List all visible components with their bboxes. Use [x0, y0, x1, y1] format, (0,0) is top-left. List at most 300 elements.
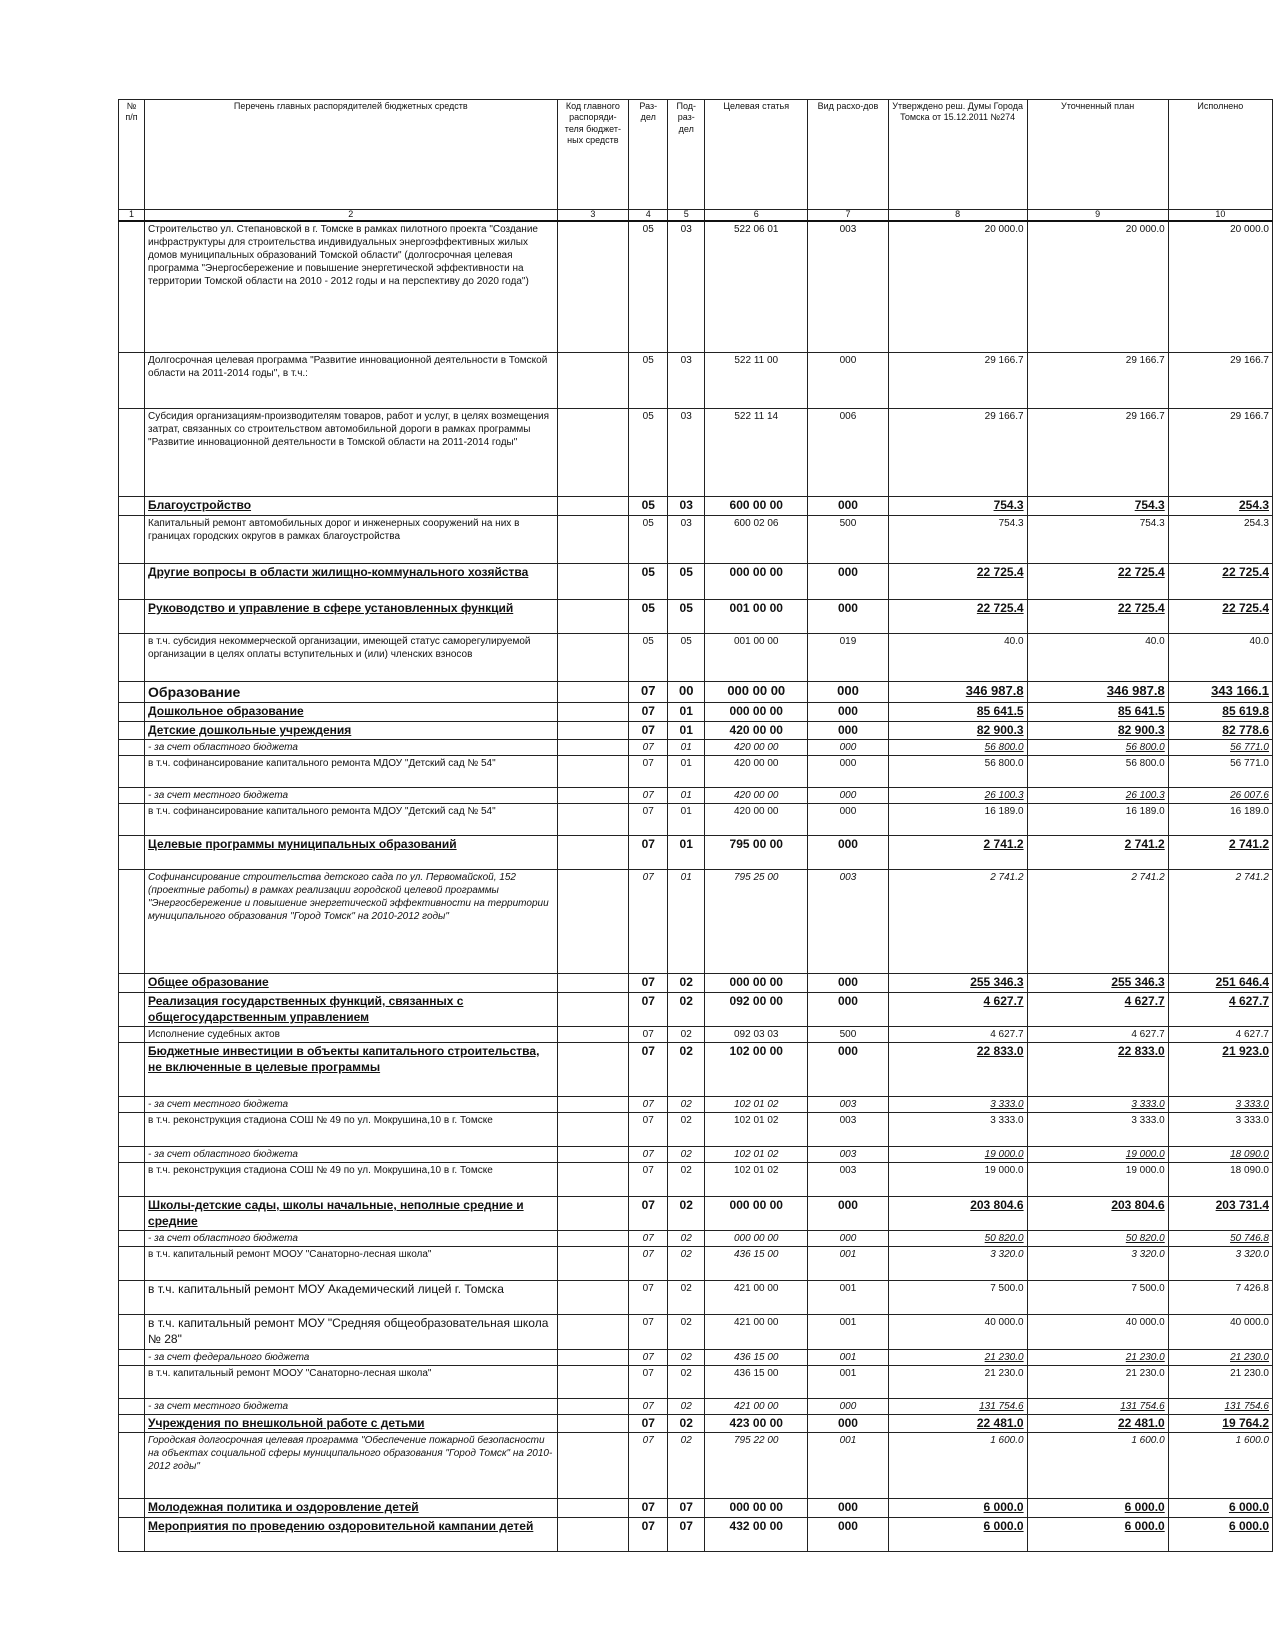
cell-razdel: 07	[629, 788, 668, 804]
cell-num	[119, 740, 145, 756]
cell-podrazdel: 02	[668, 1043, 705, 1097]
cell-code	[557, 221, 629, 353]
cell-razdel: 07	[629, 836, 668, 870]
cell-podrazdel: 02	[668, 1097, 705, 1113]
cell-cst: 420 00 00	[705, 804, 808, 836]
cell-num	[119, 804, 145, 836]
cell-plan: 19 000.0	[1027, 1147, 1168, 1163]
cell-done: 18 090.0	[1168, 1163, 1272, 1197]
cell-vid: 000	[808, 992, 888, 1026]
cell-code	[557, 1097, 629, 1113]
header-code: Код главного распоряди-теля бюджет-ных средств	[557, 100, 629, 210]
cell-done: 22 725.4	[1168, 563, 1272, 599]
cell-vid: 000	[808, 1499, 888, 1518]
cell-done: 56 771.0	[1168, 740, 1272, 756]
cell-cst: 432 00 00	[705, 1517, 808, 1551]
cell-name: - за счет федерального бюджета	[145, 1349, 558, 1365]
cell-vid: 000	[808, 353, 888, 409]
cell-done: 20 000.0	[1168, 221, 1272, 353]
cell-num	[119, 1097, 145, 1113]
cell-plan: 40.0	[1027, 633, 1168, 681]
cell-name: в т.ч. капитальный ремонт МОУ "Средняя общеобразовательная школа № 28"	[145, 1315, 558, 1349]
cell-name: - за счет областного бюджета	[145, 740, 558, 756]
cell-cst: 001 00 00	[705, 599, 808, 633]
cell-num	[119, 563, 145, 599]
cell-approved: 346 987.8	[888, 681, 1027, 702]
cell-podrazdel: 02	[668, 974, 705, 993]
cell-name: Субсидия организациям-производителям товаров, работ и услуг, в целях возмещения затрат, связанных со строительством автомобильной дороги в рамках программы "Развитие инновационной деятельности в Томской области на 2011-2014 годы"	[145, 409, 558, 497]
cell-code	[557, 756, 629, 788]
cell-approved: 4 627.7	[888, 1027, 1027, 1043]
cell-podrazdel: 03	[668, 497, 705, 516]
colnum: 6	[705, 210, 808, 221]
cell-cst: 102 00 00	[705, 1043, 808, 1097]
table-row	[119, 497, 1273, 516]
cell-name: Мероприятия по проведению оздоровительной кампании детей	[145, 1517, 558, 1551]
cell-name: в т.ч. софинансирование капитального ремонта МДОУ "Детский сад № 54"	[145, 756, 558, 788]
cell-approved: 22 725.4	[888, 599, 1027, 633]
cell-code	[557, 1197, 629, 1231]
cell-cst: 000 00 00	[705, 1499, 808, 1518]
cell-code	[557, 1247, 629, 1281]
cell-podrazdel: 02	[668, 1147, 705, 1163]
cell-approved: 40 000.0	[888, 1315, 1027, 1349]
cell-num	[119, 1349, 145, 1365]
cell-plan: 16 189.0	[1027, 804, 1168, 836]
cell-approved: 6 000.0	[888, 1517, 1027, 1551]
cell-name: Образование	[145, 681, 558, 702]
cell-plan: 22 481.0	[1027, 1414, 1168, 1433]
cell-cst: 000 00 00	[705, 563, 808, 599]
cell-done: 6 000.0	[1168, 1517, 1272, 1551]
cell-vid: 000	[808, 681, 888, 702]
cell-code	[557, 1365, 629, 1398]
cell-approved: 20 000.0	[888, 221, 1027, 353]
cell-podrazdel: 02	[668, 1365, 705, 1398]
table-row	[119, 1147, 1273, 1163]
cell-plan: 2 741.2	[1027, 870, 1168, 974]
cell-done: 18 090.0	[1168, 1147, 1272, 1163]
cell-done: 82 778.6	[1168, 721, 1272, 740]
table-row	[119, 1349, 1273, 1365]
cell-vid: 001	[808, 1365, 888, 1398]
cell-approved: 3 320.0	[888, 1247, 1027, 1281]
cell-num	[119, 756, 145, 788]
cell-razdel: 07	[629, 1398, 668, 1414]
cell-code	[557, 409, 629, 497]
cell-razdel: 05	[629, 633, 668, 681]
cell-approved: 29 166.7	[888, 353, 1027, 409]
cell-num	[119, 1414, 145, 1433]
cell-cst: 522 11 00	[705, 353, 808, 409]
cell-podrazdel: 02	[668, 1414, 705, 1433]
header-razdel: Раз-дел	[629, 100, 668, 210]
header-approved: Утверждено реш. Думы Города Томска от 15.12.2011 №274	[888, 100, 1027, 210]
cell-approved: 21 230.0	[888, 1365, 1027, 1398]
cell-name: - за счет местного бюджета	[145, 788, 558, 804]
cell-cst: 092 03 03	[705, 1027, 808, 1043]
cell-num	[119, 788, 145, 804]
table-row	[119, 353, 1273, 409]
cell-code	[557, 1147, 629, 1163]
cell-razdel: 05	[629, 221, 668, 353]
cell-approved: 56 800.0	[888, 756, 1027, 788]
table-row	[119, 703, 1273, 722]
cell-cst: 421 00 00	[705, 1315, 808, 1349]
cell-cst: 000 00 00	[705, 1197, 808, 1231]
cell-approved: 85 641.5	[888, 703, 1027, 722]
colnum: 7	[808, 210, 888, 221]
cell-cst: 795 22 00	[705, 1433, 808, 1499]
table-row	[119, 740, 1273, 756]
cell-razdel: 05	[629, 353, 668, 409]
cell-done: 251 646.4	[1168, 974, 1272, 993]
cell-code	[557, 563, 629, 599]
cell-code	[557, 681, 629, 702]
cell-podrazdel: 05	[668, 599, 705, 633]
cell-done: 85 619.8	[1168, 703, 1272, 722]
cell-code	[557, 1349, 629, 1365]
cell-plan: 1 600.0	[1027, 1433, 1168, 1499]
cell-razdel: 07	[629, 1365, 668, 1398]
cell-done: 22 725.4	[1168, 599, 1272, 633]
cell-code	[557, 1414, 629, 1433]
cell-vid: 003	[808, 1147, 888, 1163]
cell-cst: 000 00 00	[705, 681, 808, 702]
cell-cst: 102 01 02	[705, 1147, 808, 1163]
cell-podrazdel: 03	[668, 353, 705, 409]
cell-cst: 102 01 02	[705, 1113, 808, 1147]
cell-plan: 4 627.7	[1027, 992, 1168, 1026]
cell-vid: 003	[808, 1163, 888, 1197]
cell-name: в т.ч. реконструкция стадиона СОШ № 49 по ул. Мокрушина,10 в г. Томске	[145, 1163, 558, 1197]
cell-code	[557, 1231, 629, 1247]
cell-code	[557, 804, 629, 836]
cell-name: в т.ч. капитальный ремонт МОУ Академический лицей г. Томска	[145, 1281, 558, 1315]
cell-name: Строительство ул. Степановской в г. Томске в рамках пилотного проекта "Создание инфраструктуры для строительства индивидуальных энергоэффективных жилых домов муниципальных образований Томской области" (долгосрочная целевая программа "Энергосбережение и повышение энергетической эффективности на территории Томской области на 2010 - 2012 годы и на перспективу до 2020 года")	[145, 221, 558, 353]
cell-approved: 26 100.3	[888, 788, 1027, 804]
cell-name: Городская долгосрочная целевая программа "Обеспечение пожарной безопасности на объектах социальной сферы муниципального образования "Город Томск" на 2010-2012 годы"	[145, 1433, 558, 1499]
cell-num	[119, 1499, 145, 1518]
table-row	[119, 1281, 1273, 1315]
cell-plan: 3 333.0	[1027, 1097, 1168, 1113]
cell-num	[119, 515, 145, 563]
cell-plan: 21 230.0	[1027, 1349, 1168, 1365]
cell-razdel: 07	[629, 870, 668, 974]
cell-razdel: 07	[629, 721, 668, 740]
table-row	[119, 1499, 1273, 1518]
table-row	[119, 681, 1273, 702]
cell-vid: 001	[808, 1247, 888, 1281]
cell-plan: 56 800.0	[1027, 740, 1168, 756]
cell-podrazdel: 01	[668, 788, 705, 804]
cell-name: Капитальный ремонт автомобильных дорог и инженерных сооружений на них в границах городских округов в рамках благоустройства	[145, 515, 558, 563]
cell-vid: 001	[808, 1281, 888, 1315]
cell-cst: 522 06 01	[705, 221, 808, 353]
cell-plan: 21 230.0	[1027, 1365, 1168, 1398]
cell-name: Молодежная политика и оздоровление детей	[145, 1499, 558, 1518]
cell-num	[119, 1163, 145, 1197]
cell-podrazdel: 01	[668, 870, 705, 974]
cell-podrazdel: 07	[668, 1499, 705, 1518]
cell-vid: 000	[808, 804, 888, 836]
cell-num	[119, 497, 145, 516]
cell-razdel: 07	[629, 1147, 668, 1163]
cell-code	[557, 1315, 629, 1349]
cell-num	[119, 221, 145, 353]
cell-vid: 000	[808, 974, 888, 993]
cell-podrazdel: 02	[668, 1027, 705, 1043]
cell-num	[119, 1433, 145, 1499]
cell-vid: 000	[808, 563, 888, 599]
cell-razdel: 07	[629, 1247, 668, 1281]
cell-approved: 1 600.0	[888, 1433, 1027, 1499]
colnum: 4	[629, 210, 668, 221]
cell-razdel: 07	[629, 1231, 668, 1247]
cell-approved: 16 189.0	[888, 804, 1027, 836]
cell-done: 254.3	[1168, 515, 1272, 563]
cell-razdel: 05	[629, 563, 668, 599]
cell-approved: 19 000.0	[888, 1163, 1027, 1197]
cell-code	[557, 599, 629, 633]
cell-done: 40 000.0	[1168, 1315, 1272, 1349]
cell-done: 3 320.0	[1168, 1247, 1272, 1281]
cell-plan: 82 900.3	[1027, 721, 1168, 740]
cell-vid: 003	[808, 221, 888, 353]
cell-razdel: 07	[629, 974, 668, 993]
cell-name: - за счет местного бюджета	[145, 1097, 558, 1113]
cell-name: Софинансирование строительства детского сада по ул. Первомайской, 152 (проектные работы) в рамках реализации городской целевой программы "Энергосбережение и повышение энергетической эффективности на территории муниципального образования "Город Томск" на 2010-2012 годы"	[145, 870, 558, 974]
cell-vid: 019	[808, 633, 888, 681]
cell-approved: 2 741.2	[888, 836, 1027, 870]
cell-podrazdel: 02	[668, 1197, 705, 1231]
cell-name: в т.ч. софинансирование капитального ремонта МДОУ "Детский сад № 54"	[145, 804, 558, 836]
cell-done: 131 754.6	[1168, 1398, 1272, 1414]
cell-plan: 85 641.5	[1027, 703, 1168, 722]
cell-podrazdel: 03	[668, 221, 705, 353]
cell-done: 29 166.7	[1168, 409, 1272, 497]
cell-num	[119, 992, 145, 1026]
cell-code	[557, 1027, 629, 1043]
cell-name: - за счет областного бюджета	[145, 1231, 558, 1247]
cell-razdel: 07	[629, 1517, 668, 1551]
cell-done: 343 166.1	[1168, 681, 1272, 702]
cell-name: Реализация государственных функций, связанных с общегосударственным управлением	[145, 992, 558, 1026]
cell-approved: 7 500.0	[888, 1281, 1027, 1315]
colnum: 10	[1168, 210, 1272, 221]
table-body	[119, 221, 1273, 1551]
cell-cst: 420 00 00	[705, 740, 808, 756]
table-row	[119, 836, 1273, 870]
cell-plan: 29 166.7	[1027, 353, 1168, 409]
cell-plan: 26 100.3	[1027, 788, 1168, 804]
table-row	[119, 1398, 1273, 1414]
cell-cst: 102 01 02	[705, 1163, 808, 1197]
cell-razdel: 07	[629, 703, 668, 722]
cell-vid: 001	[808, 1349, 888, 1365]
cell-approved: 754.3	[888, 515, 1027, 563]
cell-vid: 001	[808, 1315, 888, 1349]
cell-vid: 000	[808, 836, 888, 870]
table-row	[119, 756, 1273, 788]
cell-podrazdel: 03	[668, 515, 705, 563]
cell-plan: 255 346.3	[1027, 974, 1168, 993]
cell-name: - за счет областного бюджета	[145, 1147, 558, 1163]
cell-cst: 436 15 00	[705, 1247, 808, 1281]
cell-plan: 2 741.2	[1027, 836, 1168, 870]
header-vid: Вид расхо-дов	[808, 100, 888, 210]
cell-code	[557, 703, 629, 722]
cell-name: Общее образование	[145, 974, 558, 993]
cell-vid: 000	[808, 740, 888, 756]
cell-podrazdel: 00	[668, 681, 705, 702]
budget-table-page	[118, 99, 1273, 1552]
cell-cst: 522 11 14	[705, 409, 808, 497]
cell-plan: 22 833.0	[1027, 1043, 1168, 1097]
cell-cst: 420 00 00	[705, 756, 808, 788]
table-row	[119, 1433, 1273, 1499]
cell-razdel: 07	[629, 756, 668, 788]
table-row	[119, 515, 1273, 563]
cell-done: 56 771.0	[1168, 756, 1272, 788]
cell-name: Руководство и управление в сфере установленных функций	[145, 599, 558, 633]
cell-done: 1 600.0	[1168, 1433, 1272, 1499]
table-row	[119, 1231, 1273, 1247]
cell-vid: 500	[808, 515, 888, 563]
table-row	[119, 1247, 1273, 1281]
cell-razdel: 07	[629, 1113, 668, 1147]
cell-vid: 003	[808, 1113, 888, 1147]
cell-done: 19 764.2	[1168, 1414, 1272, 1433]
cell-podrazdel: 05	[668, 633, 705, 681]
cell-podrazdel: 02	[668, 1315, 705, 1349]
cell-name: в т.ч. реконструкция стадиона СОШ № 49 по ул. Мокрушина,10 в г. Томске	[145, 1113, 558, 1147]
cell-plan: 40 000.0	[1027, 1315, 1168, 1349]
cell-num	[119, 870, 145, 974]
cell-podrazdel: 01	[668, 740, 705, 756]
cell-cst: 102 01 02	[705, 1097, 808, 1113]
cell-vid: 003	[808, 870, 888, 974]
cell-num	[119, 599, 145, 633]
cell-razdel: 07	[629, 1097, 668, 1113]
cell-cst: 000 00 00	[705, 1231, 808, 1247]
cell-vid: 000	[808, 1398, 888, 1414]
cell-razdel: 05	[629, 409, 668, 497]
cell-code	[557, 1499, 629, 1518]
table-row	[119, 870, 1273, 974]
cell-name: в т.ч. капитальный ремонт МООУ "Санаторно-лесная школа"	[145, 1365, 558, 1398]
colnum: 5	[668, 210, 705, 221]
cell-podrazdel: 02	[668, 1231, 705, 1247]
cell-done: 2 741.2	[1168, 836, 1272, 870]
cell-name: Целевые программы муниципальных образований	[145, 836, 558, 870]
table-row	[119, 633, 1273, 681]
cell-plan: 7 500.0	[1027, 1281, 1168, 1315]
cell-cst: 420 00 00	[705, 721, 808, 740]
cell-code	[557, 1043, 629, 1097]
colnum: 3	[557, 210, 629, 221]
cell-plan: 20 000.0	[1027, 221, 1168, 353]
cell-cst: 000 00 00	[705, 974, 808, 993]
cell-approved: 255 346.3	[888, 974, 1027, 993]
cell-razdel: 05	[629, 515, 668, 563]
cell-name: Другие вопросы в области жилищно-коммунального хозяйства	[145, 563, 558, 599]
header-name: Перечень главных распорядителей бюджетных средств	[145, 100, 558, 210]
table-row	[119, 721, 1273, 740]
cell-code	[557, 836, 629, 870]
header-cst: Целевая статья	[705, 100, 808, 210]
cell-code	[557, 515, 629, 563]
cell-razdel: 07	[629, 1027, 668, 1043]
cell-done: 4 627.7	[1168, 992, 1272, 1026]
cell-num	[119, 681, 145, 702]
cell-code	[557, 633, 629, 681]
cell-podrazdel: 02	[668, 1163, 705, 1197]
cell-num	[119, 1315, 145, 1349]
table-row	[119, 1315, 1273, 1349]
table-row	[119, 1043, 1273, 1097]
cell-name: Исполнение судебных актов	[145, 1027, 558, 1043]
cell-code	[557, 788, 629, 804]
cell-done: 29 166.7	[1168, 353, 1272, 409]
cell-code	[557, 870, 629, 974]
cell-plan: 3 333.0	[1027, 1113, 1168, 1147]
cell-done: 3 333.0	[1168, 1113, 1272, 1147]
cell-num	[119, 1147, 145, 1163]
colnum: 1	[119, 210, 145, 221]
cell-vid: 000	[808, 1231, 888, 1247]
cell-approved: 754.3	[888, 497, 1027, 516]
cell-done: 21 923.0	[1168, 1043, 1272, 1097]
cell-plan: 754.3	[1027, 515, 1168, 563]
cell-name: в т.ч. субсидия некоммерческой организации, имеющей статус саморегулируемой организации в целях оплаты вступительных и (или) членских взносов	[145, 633, 558, 681]
cell-done: 2 741.2	[1168, 870, 1272, 974]
cell-code	[557, 1163, 629, 1197]
cell-vid: 001	[808, 1433, 888, 1499]
table-row	[119, 1163, 1273, 1197]
cell-num	[119, 836, 145, 870]
cell-code	[557, 974, 629, 993]
budget-table	[118, 99, 1273, 1552]
cell-approved: 2 741.2	[888, 870, 1027, 974]
cell-num	[119, 1231, 145, 1247]
table-row	[119, 1113, 1273, 1147]
cell-vid: 000	[808, 497, 888, 516]
cell-name: Дошкольное образование	[145, 703, 558, 722]
cell-approved: 6 000.0	[888, 1499, 1027, 1518]
cell-done: 7 426.8	[1168, 1281, 1272, 1315]
cell-code	[557, 1398, 629, 1414]
table-row	[119, 409, 1273, 497]
cell-razdel: 07	[629, 681, 668, 702]
colnum: 2	[145, 210, 558, 221]
cell-vid: 500	[808, 1027, 888, 1043]
cell-done: 16 189.0	[1168, 804, 1272, 836]
cell-done: 203 731.4	[1168, 1197, 1272, 1231]
cell-razdel: 07	[629, 1043, 668, 1097]
cell-cst: 421 00 00	[705, 1281, 808, 1315]
cell-plan: 6 000.0	[1027, 1517, 1168, 1551]
table-row	[119, 563, 1273, 599]
cell-done: 4 627.7	[1168, 1027, 1272, 1043]
cell-vid: 000	[808, 1517, 888, 1551]
cell-razdel: 07	[629, 1315, 668, 1349]
cell-razdel: 07	[629, 1281, 668, 1315]
header-row	[119, 100, 1273, 210]
cell-vid: 006	[808, 409, 888, 497]
cell-approved: 21 230.0	[888, 1349, 1027, 1365]
cell-vid: 000	[808, 1197, 888, 1231]
